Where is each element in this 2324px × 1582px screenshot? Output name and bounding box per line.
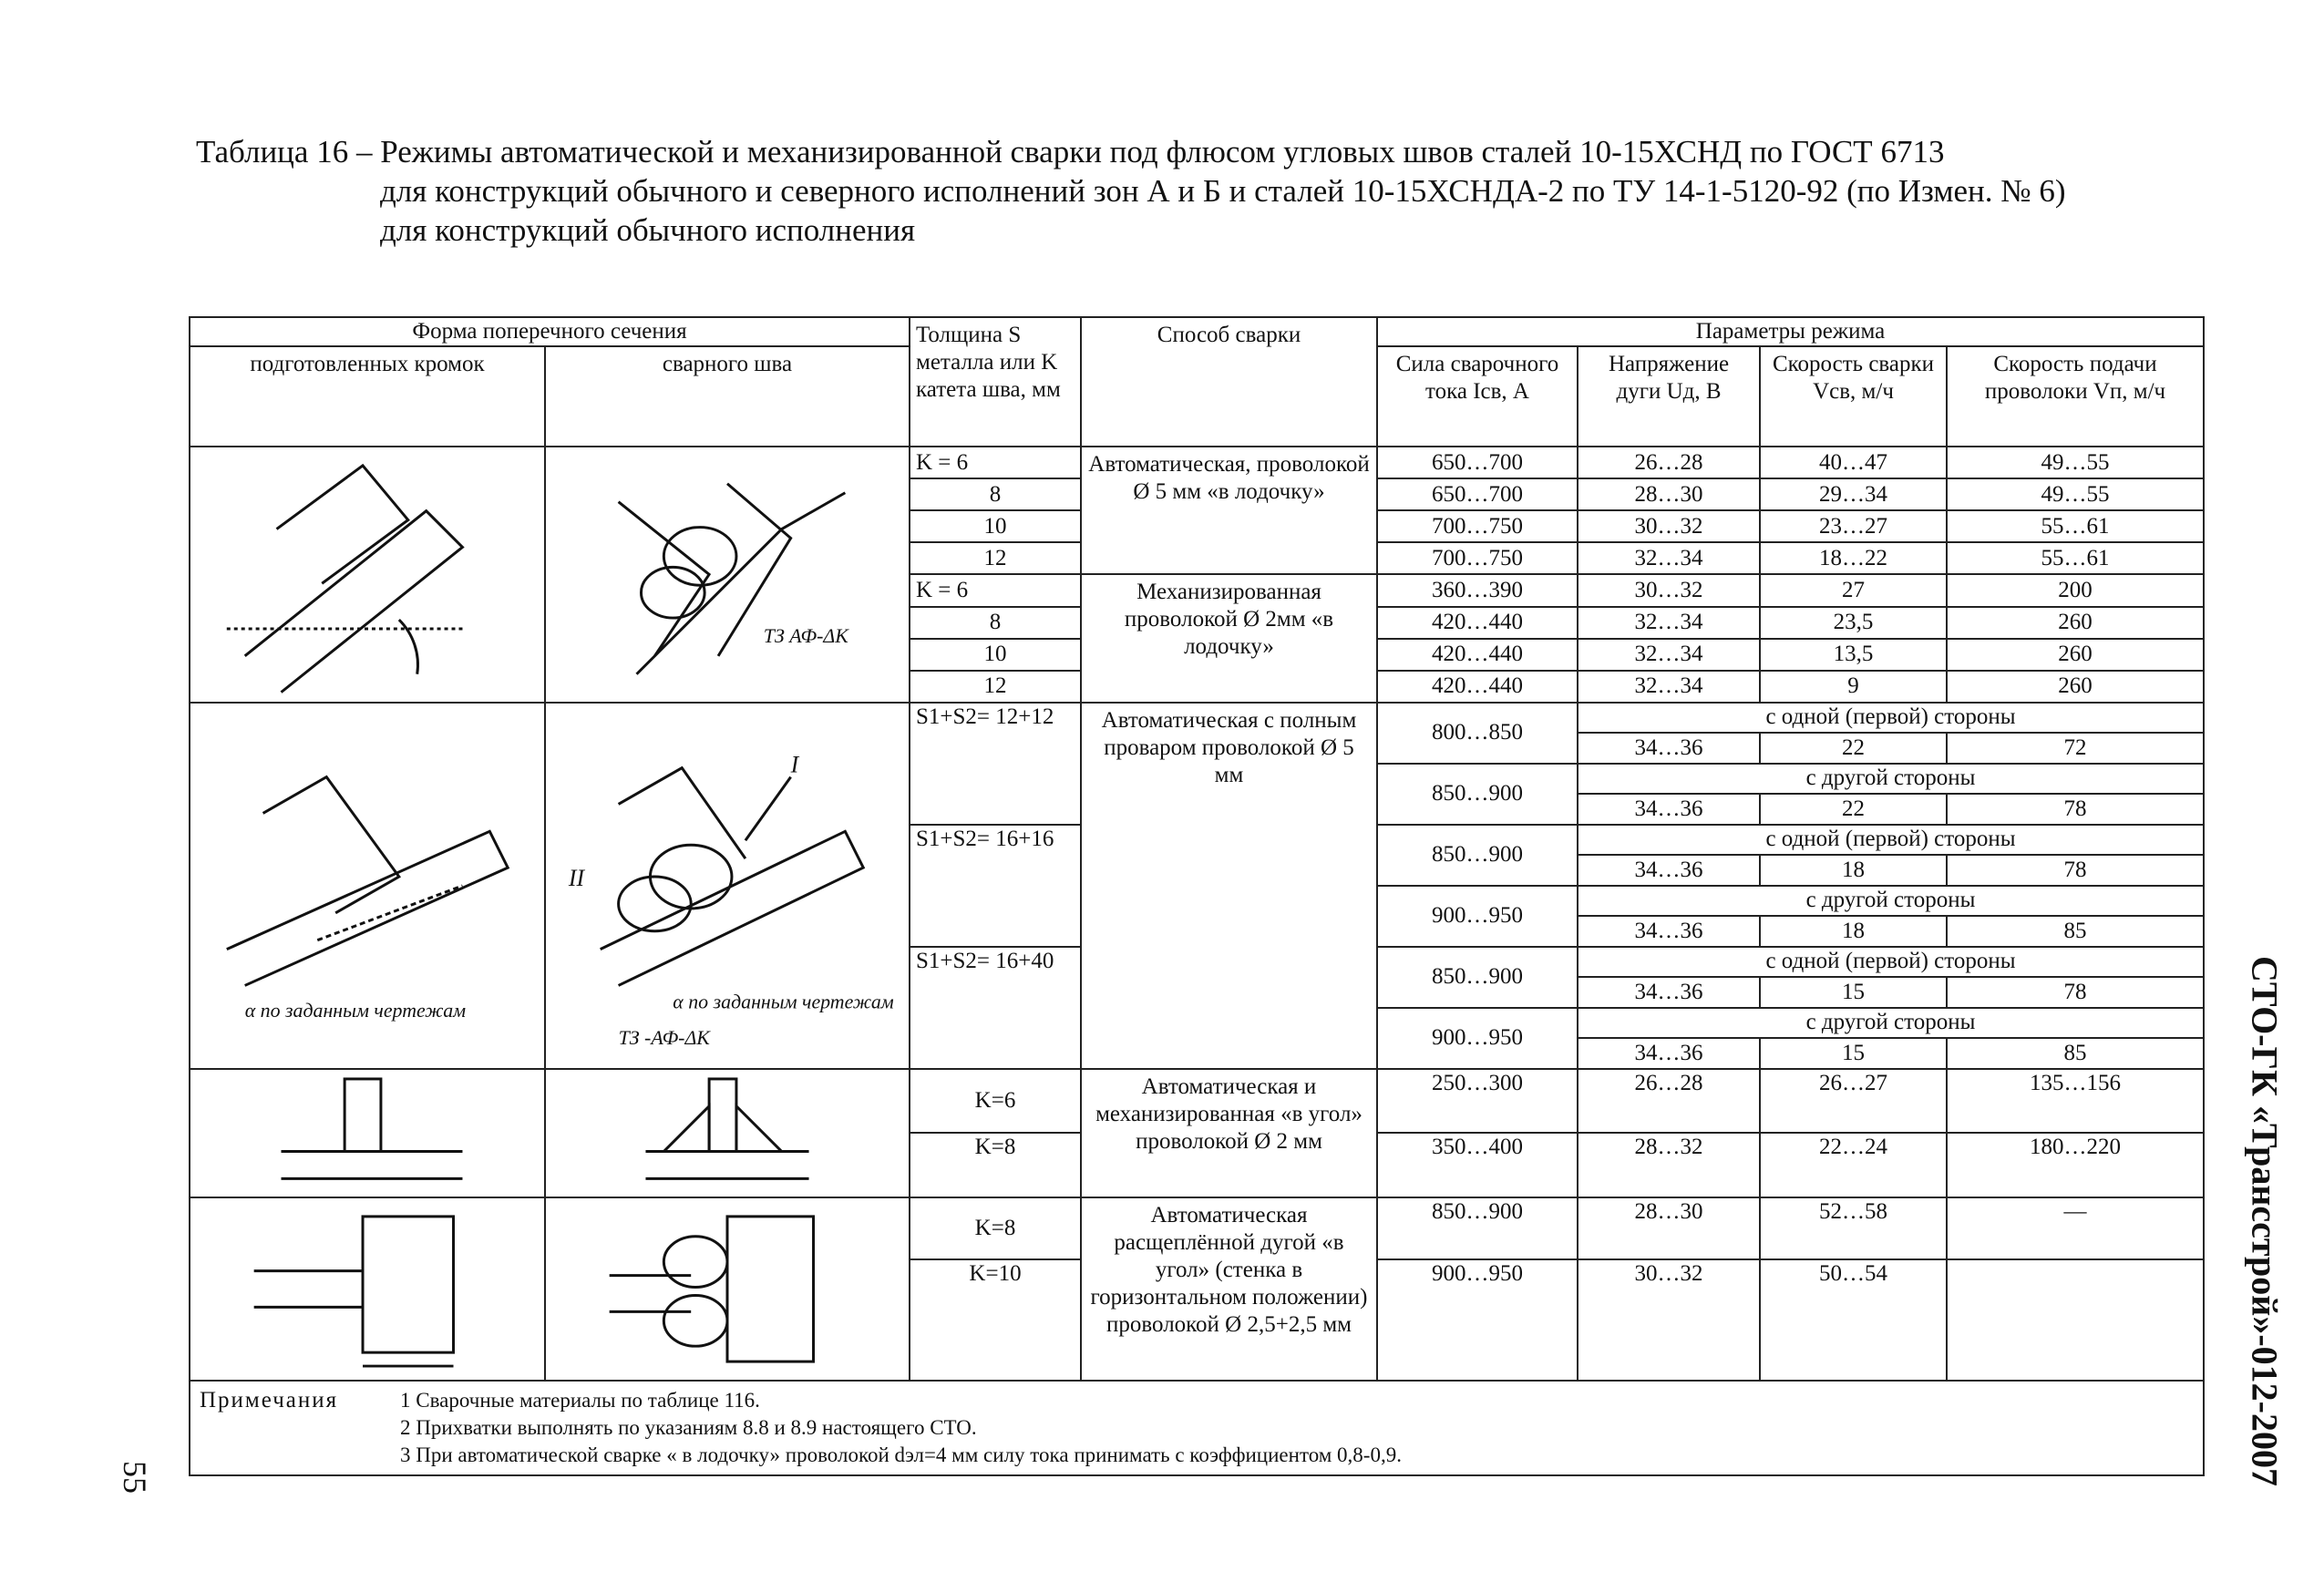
caption-line-1: Таблица 16 – Режимы автоматической и механизированной сварки под флюсом угловых швов сталей 10-15ХСНД по ГОСТ 6713: [196, 134, 1945, 170]
cell-speed: 23…27: [1760, 510, 1947, 542]
side-two-label: с другой стороны: [1578, 764, 2204, 794]
document-code-side: [2201, 948, 2324, 1495]
page-number: 55: [117, 1461, 153, 1494]
pass-label-one: I: [790, 751, 799, 778]
horizontal-web-edge-sketch: [190, 1198, 544, 1380]
header-speed: Скорость сварки Vсв, м/ч: [1760, 346, 1947, 447]
cell-k: K=6: [910, 1069, 1081, 1134]
cell-current: 420…440: [1377, 671, 1578, 703]
cell-speed: 18: [1760, 916, 1947, 947]
cell-current: 350…400: [1377, 1133, 1578, 1197]
cell-voltage: 28…30: [1578, 1197, 1760, 1259]
bevel-edge-sketch: [190, 447, 544, 702]
cell-feed: 78: [1947, 794, 2204, 825]
cell-k: 8: [910, 478, 1081, 510]
cell-k: S1+S2= 16+40: [910, 947, 1081, 1069]
cell-feed: 200: [1947, 574, 2204, 607]
cell-current: 250…300: [1377, 1069, 1578, 1134]
full-penetration-edge-sketch: [190, 704, 544, 1068]
header-current: Сила сварочного тока Iсв, А: [1377, 346, 1578, 447]
cell-speed: 22: [1760, 794, 1947, 825]
notes-label: Примечания: [200, 1387, 339, 1412]
cell-feed: 49…55: [1947, 478, 2204, 510]
cell-voltage: 28…30: [1578, 478, 1760, 510]
cell-k: 8: [910, 607, 1081, 639]
caption-line-3: для конструкций обычного исполнения: [380, 212, 916, 248]
document-code: СТО-ГК «Трансстрой»-012-2007: [2244, 956, 2286, 1486]
note-1: 1 Сварочные материалы по таблице 116.: [400, 1388, 760, 1412]
cell-feed: 55…61: [1947, 510, 2204, 542]
cell-speed: 26…27: [1760, 1069, 1947, 1134]
cell-voltage: 34…36: [1578, 916, 1760, 947]
cell-voltage: 30…32: [1578, 1259, 1760, 1381]
method-mech-boat: Механизированная проволокой Ø 2мм «в лодочку»: [1081, 574, 1377, 703]
header-method: Способ сварки: [1081, 317, 1377, 447]
cell-current: 900…950: [1377, 886, 1578, 947]
cell-current: 700…750: [1377, 510, 1578, 542]
cell-voltage: 34…36: [1578, 977, 1760, 1008]
cell-speed: 29…34: [1760, 478, 1947, 510]
cell-k: 12: [910, 671, 1081, 703]
sketch-weld-4: [545, 1197, 910, 1381]
cell-speed: 23,5: [1760, 607, 1947, 639]
sketch-weld-2: [545, 703, 910, 1069]
cell-feed: 49…55: [1947, 447, 2204, 478]
cell-k: K=8: [910, 1133, 1081, 1197]
cell-current: 850…900: [1377, 825, 1578, 886]
cell-current: 650…700: [1377, 478, 1578, 510]
sketch-prepared-4: [190, 1197, 545, 1381]
cell-k: K = 6: [910, 574, 1081, 607]
side-two-label: с другой стороны: [1578, 886, 2204, 916]
cell-speed: 50…54: [1760, 1259, 1947, 1381]
cell-voltage: 26…28: [1578, 447, 1760, 478]
cell-current: 420…440: [1377, 607, 1578, 639]
cell-current: 850…900: [1377, 1197, 1578, 1259]
cell-speed: 18: [1760, 855, 1947, 886]
cell-feed: 78: [1947, 977, 2204, 1008]
weld-code-label: ТЗ АФ-ΔК: [763, 624, 848, 647]
side-one-label: с одной (первой) стороны: [1578, 703, 2204, 733]
cell-feed: 260: [1947, 607, 2204, 639]
method-auto-boat: Автоматическая, проволокой Ø 5 мм «в лодочку»: [1081, 447, 1377, 574]
cell-k: K = 6: [910, 447, 1081, 478]
table-row: [190, 1069, 2204, 1134]
cell-voltage: 32…34: [1578, 542, 1760, 574]
pass-label-two: II: [568, 864, 585, 891]
cell-k: 12: [910, 542, 1081, 574]
header-prepared: подготовленных кромок: [190, 346, 545, 447]
cell-k: 10: [910, 639, 1081, 671]
sketch-prepared-1: [190, 447, 545, 703]
cell-speed: 52…58: [1760, 1197, 1947, 1259]
cell-voltage: 26…28: [1578, 1069, 1760, 1134]
cell-feed: 85: [1947, 916, 2204, 947]
cell-current: 850…900: [1377, 947, 1578, 1008]
angle-note: α по заданным чертежам: [244, 999, 467, 1022]
method-split-arc: Автоматическая расщеплённой дугой «в угол» (стенка в горизонтальном положении) проволокой Ø 2,5+2,5 мм: [1081, 1197, 1377, 1381]
header-voltage: Напряжение дуги Uд, В: [1578, 346, 1760, 447]
sketch-prepared-3: [190, 1069, 545, 1197]
cell-voltage: 34…36: [1578, 1038, 1760, 1069]
header-thickness: Толщина S металла или K катета шва, мм: [910, 317, 1081, 447]
cell-current: 700…750: [1377, 542, 1578, 574]
cell-feed: 135…156: [1947, 1069, 2204, 1134]
cell-voltage: 30…32: [1578, 574, 1760, 607]
cell-k: K=10: [910, 1259, 1081, 1381]
angle-note: α по заданным чертежам: [673, 989, 894, 1012]
tee-joint-edge-sketch: [190, 1070, 544, 1197]
cell-current: 900…950: [1377, 1259, 1578, 1381]
cell-speed: 27: [1760, 574, 1947, 607]
cell-current: 360…390: [1377, 574, 1578, 607]
sketch-weld-1: [545, 447, 910, 703]
table-row: [190, 447, 2204, 478]
header-weld: сварного шва: [545, 346, 910, 447]
cell-voltage: 32…34: [1578, 639, 1760, 671]
cell-current: 900…950: [1377, 1008, 1578, 1069]
cell-voltage: 34…36: [1578, 733, 1760, 764]
side-one-label: с одной (первой) стороны: [1578, 825, 2204, 855]
tee-fillet-weld-sketch: [546, 1070, 909, 1197]
table-notes: [190, 1381, 2204, 1475]
cell-feed: [1947, 1259, 2204, 1381]
cell-voltage: 28…32: [1578, 1133, 1760, 1197]
cell-k: K=8: [910, 1197, 1081, 1259]
side-two-label: с другой стороны: [1578, 1008, 2204, 1038]
cell-current: 800…850: [1377, 703, 1578, 764]
method-corner: Автоматическая и механизированная «в угол» проволокой Ø 2 мм: [1081, 1069, 1377, 1197]
table-row: [190, 703, 2204, 733]
welding-modes-table: [189, 316, 2205, 1476]
cell-speed: 22: [1760, 733, 1947, 764]
cell-k: S1+S2= 12+12: [910, 703, 1081, 825]
side-one-label: с одной (первой) стороны: [1578, 947, 2204, 977]
weld-code-label: ТЗ -АФ-ΔК: [618, 1025, 710, 1049]
cell-feed: 55…61: [1947, 542, 2204, 574]
cell-voltage: 34…36: [1578, 794, 1760, 825]
cell-speed: 15: [1760, 1038, 1947, 1069]
cell-current: 420…440: [1377, 639, 1578, 671]
sketch-weld-3: [545, 1069, 910, 1197]
caption-line-2: для конструкций обычного и северного исполнений зон А и Б и сталей 10-15ХСНДА-2 по ТУ 14-1-5120-92 (по Измен. № 6): [380, 173, 2066, 209]
cell-voltage: 32…34: [1578, 671, 1760, 703]
cell-feed: 72: [1947, 733, 2204, 764]
cell-speed: 18…22: [1760, 542, 1947, 574]
cell-feed: 180…220: [1947, 1133, 2204, 1197]
cell-feed: 260: [1947, 639, 2204, 671]
cell-voltage: 32…34: [1578, 607, 1760, 639]
cell-feed: 85: [1947, 1038, 2204, 1069]
cell-voltage: 34…36: [1578, 855, 1760, 886]
cell-speed: 22…24: [1760, 1133, 1947, 1197]
cell-speed: 15: [1760, 977, 1947, 1008]
table-row: [190, 1197, 2204, 1259]
cell-speed: 40…47: [1760, 447, 1947, 478]
cell-k: 10: [910, 510, 1081, 542]
cell-current: 850…900: [1377, 764, 1578, 825]
cell-voltage: 30…32: [1578, 510, 1760, 542]
method-full-penetration: Автоматическая с полным проваром проволокой Ø 5 мм: [1081, 703, 1377, 1069]
note-3: 3 При автоматической сварке « в лодочку» проволокой dэл=4 мм силу тока принимать с коэффициентом 0,8-0,9.: [400, 1443, 1402, 1466]
header-params: Параметры режима: [1377, 317, 2204, 346]
cell-k: S1+S2= 16+16: [910, 825, 1081, 947]
cell-current: 650…700: [1377, 447, 1578, 478]
cell-speed: 9: [1760, 671, 1947, 703]
header-form: Форма поперечного сечения: [190, 317, 910, 346]
split-arc-weld-sketch: [546, 1198, 909, 1380]
cell-speed: 13,5: [1760, 639, 1947, 671]
cell-feed: —: [1947, 1197, 2204, 1259]
cell-feed: 78: [1947, 855, 2204, 886]
double-sided-weld-sketch: [546, 704, 909, 1068]
note-2: 2 Прихватки выполнять по указаниям 8.8 и 8.9 настоящего СТО.: [400, 1415, 977, 1439]
sketch-prepared-2: [190, 703, 545, 1069]
cell-feed: 260: [1947, 671, 2204, 703]
table-caption: [196, 132, 2128, 250]
fillet-weld-sketch: [546, 447, 909, 702]
header-feed: Скорость подачи проволоки Vп, м/ч: [1947, 346, 2204, 447]
